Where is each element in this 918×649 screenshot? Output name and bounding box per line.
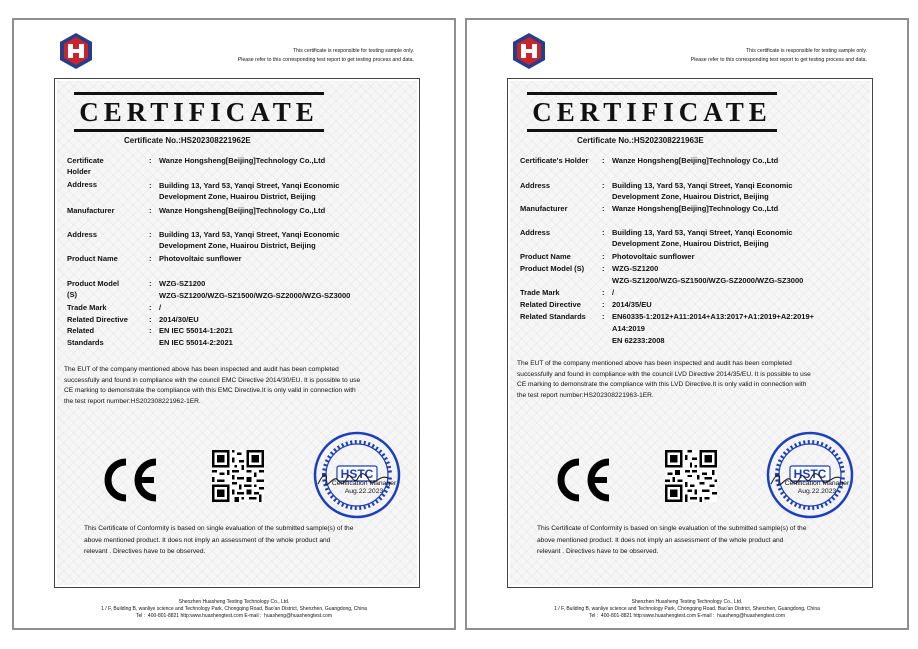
standards-label: Related Standards [520,312,586,321]
company-name: Shenzhen Huasheng Testing Technology Co., Ltd. [631,599,743,605]
signature-date: Aug.22.2023 [344,488,384,495]
directive-value: 2014/35/EU [612,300,652,309]
conformity-paragraph [537,523,857,558]
standards-line-1: EN IEC 55014-1:2021 [159,326,233,335]
company-name: Shenzhen Huasheng Testing Technology Co., Ltd. [178,599,290,605]
compliance-line: successfully and found in compliance with the council LVD Directive 2014/35/EU. It is possible to use [517,370,811,378]
address2-line-2: Development Zone, Huairou District, Beijing [159,241,316,250]
colon: : [149,181,152,190]
model-line-1: WZG-SZ1200 [612,264,659,273]
colon: : [149,315,152,324]
colon: : [602,264,605,273]
trademark-label: Trade Mark [520,288,560,297]
product-name-value: Photovoltaic sunflower [612,252,695,261]
conformity-paragraph [84,523,404,558]
disclaimer-line-2: Please refer to this corresponding test report to get testing process and data. [690,57,867,63]
address2-line-1: Building 13, Yard 53, Yanqi Street, Yanqi Economic [159,230,340,239]
company-footer [467,599,907,620]
compliance-line: the test report number:HS202308221963-1ER. [517,391,654,399]
colon: : [602,312,605,321]
certificate-title: CERTIFICATE [74,92,324,132]
colon: : [149,206,152,215]
signature-date: Aug.22.2023 [797,488,837,495]
certificate-title: CERTIFICATE [527,92,777,132]
holder-label-2: Holder [67,167,91,176]
compliance-paragraph [64,365,420,407]
address2-line-1: Building 13, Yard 53, Yanqi Street, Yanqi Economic [612,228,793,237]
company-address: 1 / F, Building B, wanliye science and Technology Park, Chongqing Road, Bao'an District, Shenzhen, Guangdong, China [101,606,367,612]
qr-code-icon [665,450,717,502]
colon: : [602,181,605,190]
compliance-line: the test report number:HS202308221962-1ER. [64,397,201,405]
directive-label: Related Directive [520,300,581,309]
hstc-logo-icon [509,31,549,71]
signature-role: Certification Manager [784,480,850,487]
model-label: Product Model [67,279,120,288]
trademark-label: Trade Mark [67,303,107,312]
certificate-lvd [465,18,909,630]
address2-label: Address [520,228,551,237]
stamp-text: HSTC [793,467,827,481]
compliance-line: CE marking to demonstrate the compliance with this EMC Directive.It is only valid in connection with [64,387,356,394]
company-address: 1 / F, Building B, wanliye science and Technology Park, Chongqing Road, Bao'an District, Shenzhen, Guangdong, China [554,606,820,612]
conformity-line: relevant . Directives have to be observed. [84,548,206,555]
compliance-line: The EUT of the company mentioned above has been inspected and audit has been completed [517,360,792,367]
ce-mark-icon [100,456,160,504]
trademark-value: / [159,303,162,312]
address-label: Address [67,180,98,189]
signature-role: Certification Manager [331,480,397,487]
certificate-number: Certificate No.:HS202308221962E [124,136,251,145]
trademark-value: / [612,288,615,297]
signature-block [324,480,404,496]
product-name-label: Product Name [520,252,571,261]
standards-line-1: EN60335-1:2012+A11:2014+A13:2017+A1:2019+A2:2019+ [612,312,815,321]
disclaimer-line-2: Please refer to this corresponding test report to get testing process and data. [237,57,414,63]
qr-code-icon [212,450,264,502]
holder-value: Wanze Hongsheng[Beijing]Technology Co.,Ltd [159,156,326,165]
model-label: Product Model (S) [520,264,585,273]
compliance-line: successfully and found in compliance with the council EMC Directive 2014/30/EU. It is possible to use [64,376,361,384]
conformity-line: relevant . Directives have to be observed. [537,548,659,555]
model-line-2: WZG-SZ1200/WZG-SZ1500/WZG-SZ2000/WZG-SZ3000 [612,276,804,285]
holder-label: Certificate [67,156,104,165]
colon: : [602,252,605,261]
model-line-1: WZG-SZ1200 [159,279,206,288]
disclaimer-line-1: This certificate is responsible for testing sample only. [746,48,867,54]
address-line-2: Development Zone, Huairou District, Beijing [612,192,769,201]
certificate-number: Certificate No.:HS202308221963E [577,136,704,145]
address-line-2: Development Zone, Huairou District, Beijing [159,192,316,201]
model-label-2: (S) [67,290,77,299]
directive-label: Related Directive [67,315,128,324]
product-name-value: Photovoltaic sunflower [159,254,242,263]
model-line-2: WZG-SZ1200/WZG-SZ1500/WZG-SZ2000/WZG-SZ3000 [159,291,351,300]
colon: : [149,254,152,263]
company-contact: Tel : 400-801-8821 http:www.huashengtest.com E-mail : huasheng@huashengtest.com [135,613,333,619]
colon: : [602,228,605,237]
holder-value: Wanze Hongsheng[Beijing]Technology Co.,Ltd [612,156,779,165]
colon: : [602,156,605,165]
compliance-line: The EUT of the company mentioned above has been inspected and audit has been completed [64,366,339,373]
manufacturer-value: Wanze Hongsheng[Beijing]Technology Co.,Ltd [159,206,326,215]
standards-label-2: Standards [67,338,104,347]
compliance-line: CE marking to demonstrate the compliance with this LVD Directive.It is only valid in connection with [517,381,807,388]
standards-line-2: EN IEC 55014-2:2021 [159,338,233,347]
colon: : [149,156,152,165]
colon: : [602,300,605,309]
conformity-line: above mentioned product. It does not imply an assessment of the whole product and [84,536,331,544]
product-name-label: Product Name [67,254,118,263]
standards-line-2: A14:2019 [612,324,645,333]
compliance-paragraph [517,359,873,401]
manufacturer-label: Manufacturer [520,204,568,213]
manufacturer-label: Manufacturer [67,206,115,215]
address-line-1: Building 13, Yard 53, Yanqi Street, Yanqi Economic [612,181,793,190]
colon: : [149,326,152,335]
conformity-line: above mentioned product. It does not imply an assessment of the whole product and [537,536,784,544]
hstc-logo-icon [56,31,96,71]
address2-label: Address [67,230,98,239]
colon: : [149,303,152,312]
colon: : [602,288,605,297]
standards-label: Related [67,326,95,335]
address-line-1: Building 13, Yard 53, Yanqi Street, Yanqi Economic [159,181,340,190]
manufacturer-value: Wanze Hongsheng[Beijing]Technology Co.,Ltd [612,204,779,213]
disclaimer-line-1: This certificate is responsible for testing sample only. [293,48,414,54]
conformity-line: This Certificate of Conformity is based on single evaluation of the submitted sample(s) of the [537,525,807,532]
signature-block [777,480,857,496]
colon: : [602,204,605,213]
standards-line-3: EN 62233:2008 [612,336,665,345]
stamp-text: HSTC [340,467,374,481]
directive-value: 2014/30/EU [159,315,199,324]
conformity-line: This Certificate of Conformity is based on single evaluation of the submitted sample(s) of the [84,525,354,532]
address-label: Address [520,181,551,190]
colon: : [149,230,152,239]
colon: : [149,279,152,288]
ce-mark-icon [553,456,613,504]
company-contact: Tel : 400-801-8821 http:www.huashengtest.com E-mail : huasheng@huashengtest.com [588,613,786,619]
certificate-emc [12,18,456,630]
address2-line-2: Development Zone, Huairou District, Beijing [612,239,769,248]
holder-label: Certificate's Holder [520,156,589,165]
company-footer [14,599,454,620]
